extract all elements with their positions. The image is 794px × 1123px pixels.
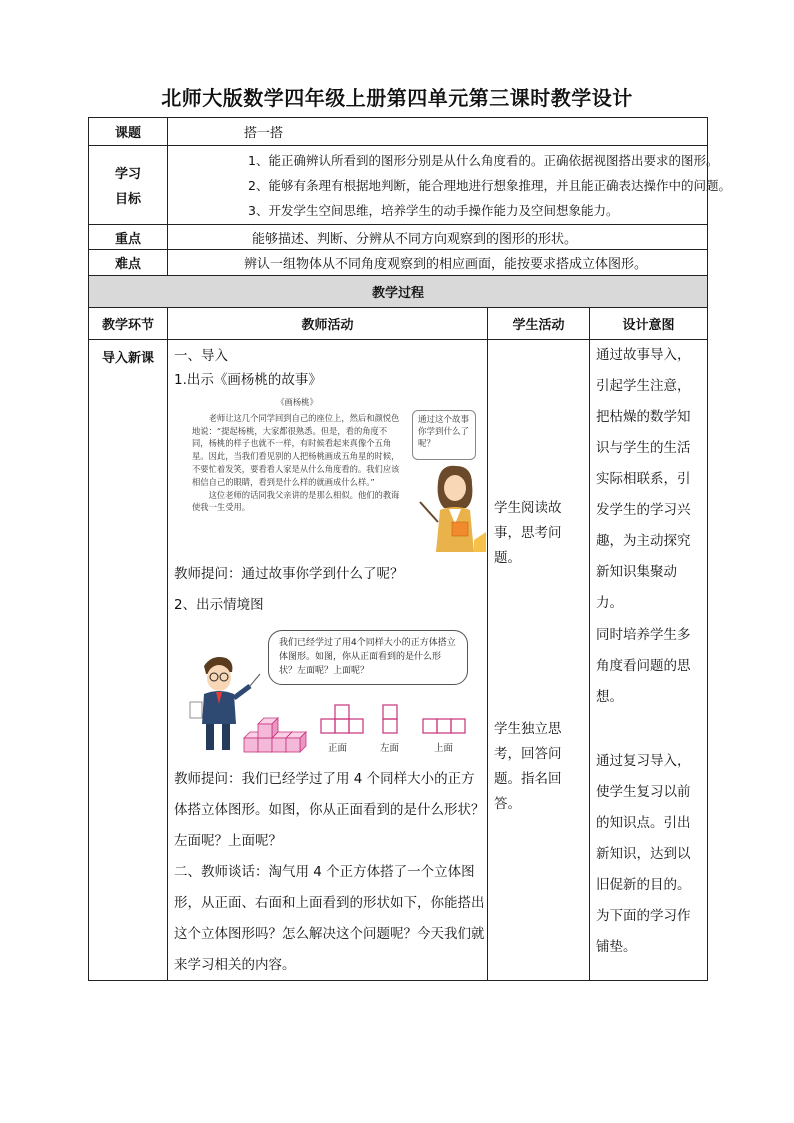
student-activity-1: 学生阅读故事，思考问题。	[494, 500, 562, 566]
difficulty-row	[89, 250, 708, 276]
goals-list	[168, 146, 731, 225]
design-intent-3: 通过复习导入，使学生复习以前的知识点。引出新知识，达到以旧促新的目的。为下面的学习作铺垫。	[596, 753, 691, 955]
story-excerpt	[192, 396, 402, 514]
top-view-square	[437, 719, 451, 733]
front-view-square	[321, 719, 335, 733]
top-view-label: 上面	[434, 743, 454, 754]
col-design-header: 设计意图	[590, 308, 708, 340]
document-title: 北师大版数学四年级上册第四单元第三课时教学设计	[161, 86, 633, 110]
story-paragraph: 老师让这几个同学回到自己的座位上，然后和颜悦色地说：“提起杨桃，大家都很熟悉。但是，看的角度不同，杨桃的样子也就不一样，有时候看起来真像个五角星。因此，当我们看见别的人把杨桃画成五角星的时候，不要忙着发笑，要看看人家是从什么角度看的。我们应该相信自己的眼睛，看到是什么样的就画成什么样。”	[192, 412, 400, 487]
key-point-row	[89, 225, 708, 250]
process-header-row	[89, 276, 708, 308]
lesson-plan-table	[88, 117, 731, 981]
goal-item: 2、能够有条理有根据地判断，能合理地进行想象推理，并且能正确表达操作中的问题。	[248, 177, 731, 193]
front-view-square	[335, 705, 349, 719]
design-intent-2: 同时培养学生多角度看问题的思想。	[596, 627, 691, 705]
student-activity-2: 学生独立思考，回答问题。指名回答。	[494, 721, 562, 812]
cube-front-face	[272, 738, 286, 752]
left-view-square	[383, 705, 397, 719]
column-header-row	[89, 308, 708, 340]
stage-label: 导入新课	[101, 351, 154, 366]
left-view-square	[383, 719, 397, 733]
key-point-label: 重点	[89, 225, 168, 250]
intro-heading: 一、导入	[174, 348, 228, 364]
col-teacher-header: 教师活动	[168, 308, 488, 340]
design-intent-cell	[590, 340, 708, 981]
story-paragraph: 这位老师的话同我父亲讲的是那么相似。他们的教诲使我一生受用。	[192, 489, 400, 513]
top-view-square	[423, 719, 437, 733]
left-view-label: 左面	[380, 743, 400, 754]
front-view-label: 正面	[328, 743, 348, 754]
topic-value: 搭一搭	[168, 118, 708, 146]
teacher-question-1: 教师提问：通过故事你学到什么了呢？	[174, 566, 404, 582]
process-header: 教学过程	[89, 276, 708, 308]
teacher-speech-bubble: 通过这个故事你学到什么了呢？	[412, 410, 476, 460]
goal-item: 1、能正确辨认所看到的图形分别是从什么角度看的。正确依据视图搭出要求的图形。	[248, 152, 719, 168]
difficulty-value: 辨认一组物体从不同角度观察到的相应画面，能按要求搭成立体图形。	[168, 250, 708, 276]
top-view-square	[451, 719, 465, 733]
cube-front-face	[286, 738, 300, 752]
goal-item: 3、开发学生空间思维，培养学生的动手操作能力及空间想象能力。	[248, 202, 619, 218]
front-view-square	[349, 719, 363, 733]
front-view-shape	[320, 704, 366, 736]
goals-label: 学习 目标	[89, 146, 168, 225]
key-point-value: 能够描述、判断、分辨从不同方向观察到的图形的形状。	[168, 225, 708, 250]
scene-speech-bubble: 我们已经学过了用4个同样大小的正方体搭立体图形。如图，你从正面看到的是什么形状？左面呢？上面呢？	[268, 630, 468, 685]
cube-front-face	[258, 738, 272, 752]
teacher-talk: 二、教师谈话：淘气用 4 个正方体搭了一个立体图形，从正面、右面和上面看到的形状如下，你能搭出这个立体图形吗？怎么解决这个问题呢？今天我们就来学习相关的内容。	[174, 864, 485, 973]
goals-row	[89, 146, 708, 225]
story-heading: 1.出示《画杨桃的故事》	[174, 372, 322, 388]
col-stage-header: 教学环节	[89, 308, 168, 340]
difficulty-label: 难点	[89, 250, 168, 276]
story-title: 《画杨桃》	[276, 397, 318, 407]
front-view-square	[335, 719, 349, 733]
teacher-activity-cell	[168, 340, 488, 981]
intro-row	[89, 340, 708, 981]
teacher-question-2: 教师提问：我们已经学过了用 4 个同样大小的正方体搭立体图形。如图，你从正面看到的是什么形状？左面呢？上面呢？	[174, 771, 485, 849]
design-intent-1: 通过故事导入，引起学生注意，把枯燥的数学知识与学生的生活实际相联系，引发学生的学习兴趣，为主动探究新知识集聚动力。	[596, 347, 691, 611]
female-teacher-illustration	[416, 462, 488, 554]
scene-heading: 2、出示情境图	[174, 597, 264, 613]
cube-stack-illustration	[240, 710, 310, 756]
stage-cell	[89, 340, 168, 981]
top-view-shape	[422, 718, 468, 736]
cube-front-face	[244, 738, 258, 752]
topic-label: 课题	[89, 118, 168, 146]
left-view-shape	[382, 704, 402, 736]
student-activity-cell	[488, 340, 590, 981]
topic-row	[89, 118, 708, 146]
col-student-header: 学生活动	[488, 308, 590, 340]
cube-front-face	[258, 724, 272, 738]
